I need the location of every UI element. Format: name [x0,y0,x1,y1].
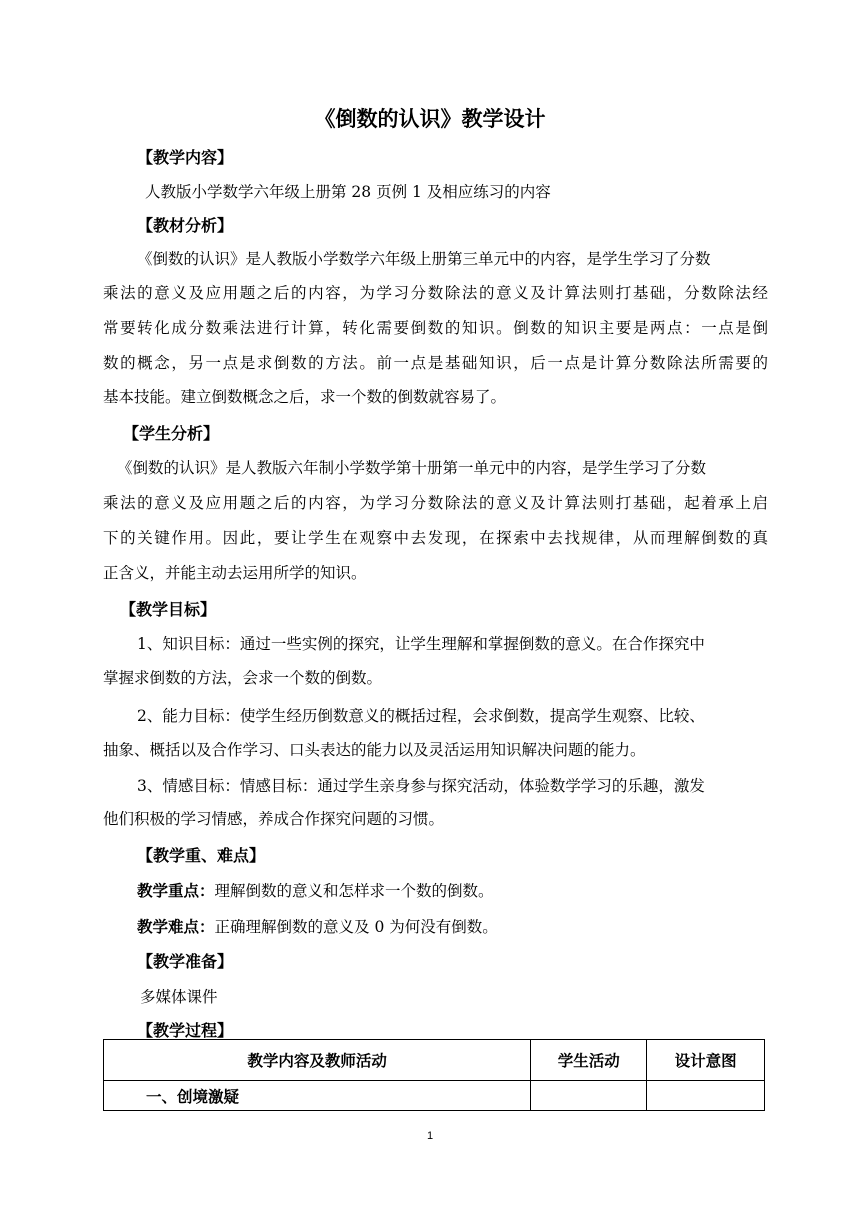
focus-point [137,879,494,901]
difficulty-point [137,915,498,937]
table-header-row [104,1040,765,1081]
heading-teaching-goals: 【教学目标】 [120,600,217,619]
material-line: 常要转化成分数乘法进行计算，转化需要倒数的知识。倒数的知识主要是两点：一点是倒 [103,319,768,337]
student-line: 下的关键作用。因此，要让学生在观察中去发现，在探索中去找规律，从而理解倒数的真 [103,529,768,547]
page-title: 《倒数的认识》教学设计 [314,107,546,131]
heading-teaching-content: 【教学内容】 [137,148,234,167]
table-cell [531,1081,647,1111]
table-cell: 一、创境激疑 [104,1081,531,1111]
goal-line: 2、能力目标：使学生经历倒数意义的概括过程，会求倒数，提高学生观察、比较、 [137,707,705,725]
goal-line: 3、情感目标：情感目标：通过学生亲身参与探究活动，体验数学学习的乐趣，激发 [137,777,705,795]
goal-line: 1、知识目标：通过一些实例的探究，让学生理解和掌握倒数的意义。在合作探究中 [137,635,705,653]
difficulty-text: 正确理解倒数的意义及 0 为何没有倒数。 [214,918,498,936]
goal-line: 他们积极的学习情感，养成合作探究问题的习惯。 [103,810,445,828]
focus-text: 理解倒数的意义和怎样求一个数的倒数。 [214,882,494,900]
heading-material-analysis: 【教材分析】 [137,216,234,235]
column-header-student: 学生活动 [531,1040,647,1081]
material-line: 数的概念，另一点是求倒数的方法。前一点是基础知识，后一点是计算分数除法所需要的 [103,354,768,372]
page-number: 1 [426,1130,434,1142]
heading-teaching-process: 【教学过程】 [137,1021,234,1040]
table-row [104,1081,765,1111]
material-line: 基本技能。建立倒数概念之后，求一个数的倒数就容易了。 [103,388,507,406]
teaching-content-text: 人教版小学数学六年级上册第 28 页例 1 及相应练习的内容 [145,183,551,201]
column-header-content: 教学内容及教师活动 [104,1040,531,1081]
teaching-process-table [103,1039,765,1111]
material-line: 乘法的意义及应用题之后的内容，为学习分数除法的意义及计算法则打基础，分数除法经 [103,284,768,302]
heading-teaching-prep: 【教学准备】 [137,952,234,971]
goal-line: 抽象、概括以及合作学习、口头表达的能力以及灵活运用知识解决问题的能力。 [103,741,646,759]
material-line: 《倒数的认识》是人教版小学数学六年级上册第三单元中的内容，是学生学习了分数 [137,250,711,268]
difficulty-label: 教学难点： [137,918,215,936]
prep-text: 多媒体课件 [140,988,218,1006]
student-line: 《倒数的认识》是人教版六年制小学数学第十册第一单元中的内容，是学生学习了分数 [117,459,707,477]
student-line: 乘法的意义及应用题之后的内容，为学习分数除法的意义及计算法则打基础，起着承上启 [103,494,768,512]
table-cell [647,1081,765,1111]
focus-label: 教学重点： [137,882,215,900]
heading-key-points: 【教学重、难点】 [137,846,266,865]
column-header-intent: 设计意图 [647,1040,765,1081]
goal-line: 掌握求倒数的方法，会求一个数的倒数。 [103,669,383,687]
heading-student-analysis: 【学生分析】 [123,424,220,443]
student-line: 正含义，并能主动去运用所学的知识。 [103,564,367,582]
